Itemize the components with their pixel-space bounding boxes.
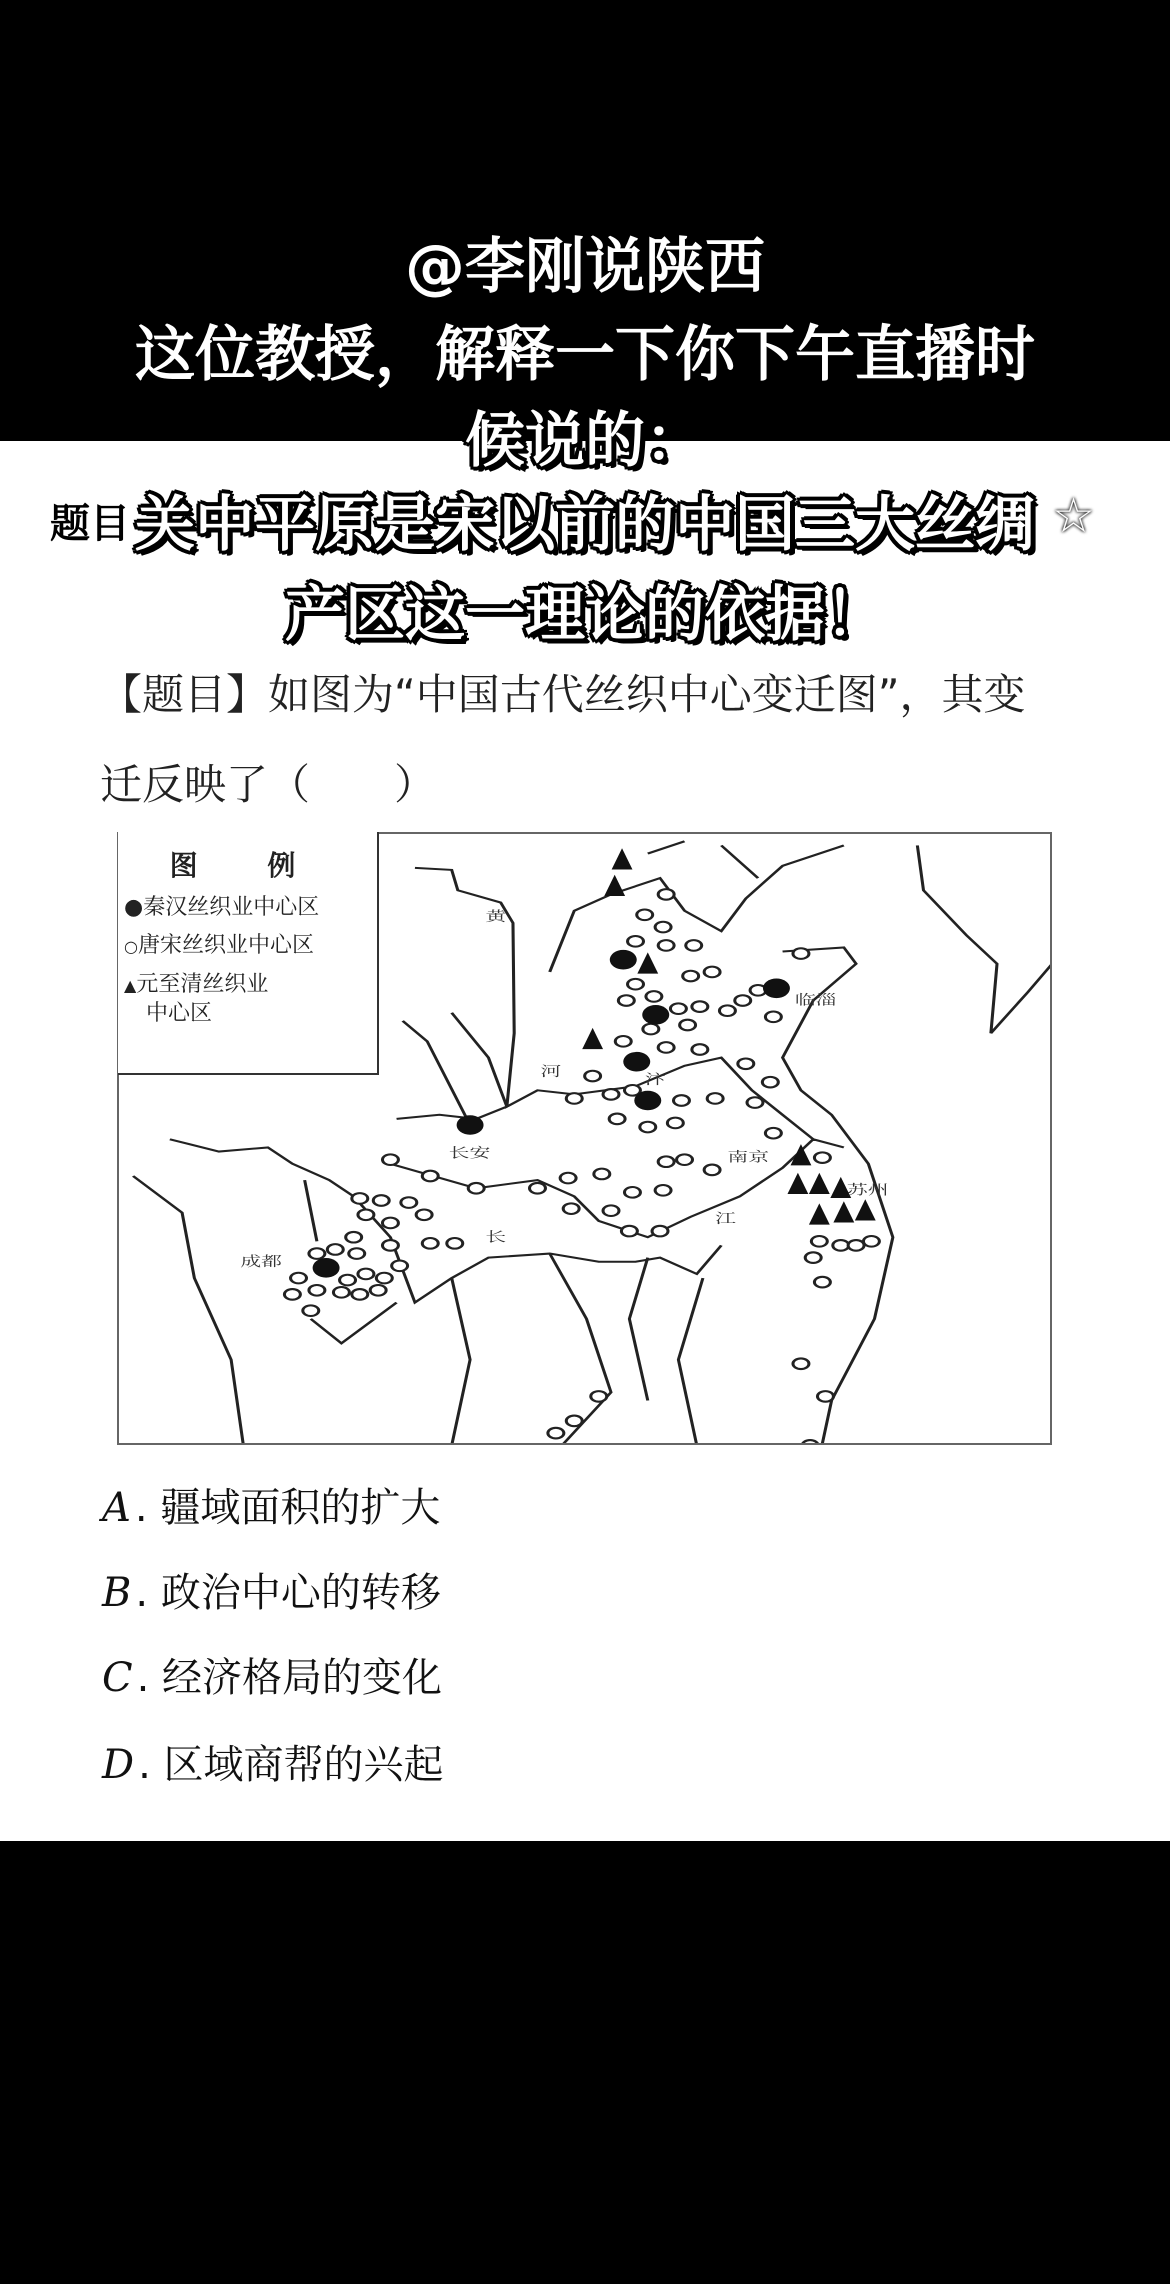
yuan-qing-center-marker [612, 848, 633, 869]
legend-title: 图 例 [169, 849, 326, 882]
tang-song-center-marker [652, 1226, 668, 1237]
star-icon[interactable]: ☆ [1052, 488, 1096, 544]
tang-song-center-marker [618, 995, 634, 1006]
tang-song-center-marker [349, 1248, 365, 1259]
tang-song-center-marker [358, 1209, 374, 1220]
tang-song-center-marker [468, 1183, 484, 1194]
filled-circle-icon: ● [124, 895, 144, 920]
tang-song-center-marker [594, 1169, 610, 1180]
map-label-linzi: 临淄 [794, 992, 837, 1009]
caption-line: @李刚说陕西 [405, 232, 765, 302]
tang-song-center-marker [658, 1156, 674, 1167]
yuan-qing-center-marker [833, 1201, 854, 1222]
caption-line: 关中平原是宋以前的中国三大丝绸 [135, 490, 1035, 560]
caption-line: 这位教授，解释一下你下午直播时 [135, 320, 1035, 390]
tang-song-center-marker [560, 1173, 576, 1184]
tang-song-center-marker [655, 922, 671, 933]
yuan-qing-center-marker [809, 1173, 830, 1194]
option-a[interactable]: A . 疆域面积的扩大 [102, 1485, 441, 1531]
tang-song-center-marker [692, 1001, 708, 1012]
tang-song-center-marker [358, 1269, 374, 1280]
tang-song-center-marker [762, 1077, 778, 1088]
tang-song-center-marker [370, 1285, 386, 1296]
tang-song-center-marker [793, 948, 809, 959]
river-tributary [397, 1013, 507, 1125]
tang-song-center-marker [793, 1358, 809, 1369]
tang-song-center-marker [382, 1154, 398, 1165]
tang-song-center-marker [291, 1273, 307, 1284]
tang-song-center-marker [373, 1195, 389, 1206]
tang-song-center-marker [655, 1185, 671, 1196]
tang-song-center-marker [621, 1226, 637, 1237]
caption-line: 候说的： [465, 406, 705, 476]
tang-song-center-marker [615, 1036, 631, 1047]
map-label-bian: 汴 [644, 1072, 666, 1089]
yuan-qing-center-marker [791, 1144, 812, 1165]
tang-song-center-marker [585, 1071, 601, 1082]
tang-song-center-marker [670, 1003, 686, 1014]
qin-han-center-marker [763, 978, 790, 998]
tang-song-center-marker [738, 1058, 754, 1069]
tang-song-center-marker [640, 1122, 656, 1133]
tang-song-center-marker [643, 1024, 659, 1035]
tang-song-center-marker [674, 1095, 690, 1106]
tang-song-center-marker [352, 1289, 368, 1300]
tang-song-center-marker [591, 1391, 607, 1402]
tang-song-center-marker [416, 1209, 432, 1220]
tang-song-center-marker [603, 1089, 619, 1100]
tang-song-center-marker [447, 1238, 463, 1249]
tang-song-center-marker [340, 1275, 356, 1286]
tang-song-center-marker [802, 1440, 818, 1445]
tang-song-center-marker [817, 1391, 833, 1402]
map-label-he: 河 [540, 1064, 562, 1080]
tang-song-center-marker [352, 1193, 368, 1204]
tang-song-center-marker [530, 1183, 546, 1194]
tang-song-center-marker [692, 1044, 708, 1055]
tang-song-center-marker [704, 1165, 720, 1176]
option-d[interactable]: D . 区域商帮的兴起 [102, 1742, 444, 1788]
tang-song-center-marker [624, 1187, 640, 1198]
qin-han-center-marker [610, 950, 637, 970]
tang-song-center-marker [422, 1171, 438, 1182]
tang-song-center-marker [677, 1154, 693, 1165]
tang-song-center-marker [401, 1197, 417, 1208]
map-label-nanjing: 南京 [727, 1149, 770, 1166]
yuan-qing-center-marker [787, 1173, 808, 1194]
question-text: 迁反映了（ ） [100, 760, 437, 809]
legend-item-tangsong: ○唐宋丝织业中心区 [124, 933, 314, 958]
tang-song-center-marker [667, 1118, 683, 1129]
background-tag: 题目 [50, 501, 130, 547]
option-b[interactable]: B . 政治中心的转移 [102, 1570, 441, 1616]
tang-song-center-marker [686, 940, 702, 951]
qin-han-center-marker [313, 1258, 340, 1278]
tang-song-center-marker [683, 971, 699, 982]
tang-song-center-marker [805, 1252, 821, 1263]
tang-song-center-marker [382, 1218, 398, 1229]
tang-song-center-marker [833, 1240, 849, 1251]
tang-song-center-marker [814, 1152, 830, 1163]
triangle-icon: ▲ [124, 976, 137, 995]
boundary-line [648, 841, 758, 878]
open-circle-icon: ○ [124, 937, 138, 956]
qin-han-center-marker [642, 1005, 669, 1025]
tang-song-center-marker [848, 1240, 864, 1251]
map-label-jiang: 江 [715, 1211, 737, 1227]
tang-song-center-marker [382, 1240, 398, 1251]
tang-song-center-marker [765, 1128, 781, 1139]
yuan-qing-center-marker [604, 875, 625, 896]
tang-song-center-marker [609, 1114, 625, 1125]
tang-song-center-marker [735, 995, 751, 1006]
legend-item-qinhan: ●秦汉丝织业中心区 [124, 895, 320, 920]
tang-song-center-marker [566, 1093, 582, 1104]
qin-han-center-marker [623, 1052, 650, 1072]
tang-song-center-marker [704, 967, 720, 978]
option-c[interactable]: C . 经济格局的变化 [102, 1655, 443, 1701]
tang-song-center-marker [548, 1428, 564, 1439]
tang-song-center-marker [563, 1203, 579, 1214]
tang-song-center-marker [566, 1416, 582, 1427]
map-label-suzhou: 苏州 [846, 1182, 889, 1199]
map-legend [118, 832, 379, 1075]
tang-song-center-marker [628, 936, 644, 947]
tang-song-center-marker [333, 1287, 349, 1298]
boundary-line [170, 1139, 721, 1302]
qin-han-center-marker [457, 1115, 484, 1135]
tang-song-center-marker [309, 1285, 325, 1296]
tang-song-center-marker [422, 1238, 438, 1249]
tang-song-center-marker [303, 1305, 319, 1316]
legend-item-yuanqing: ▲元至清丝织业 中心区 [124, 972, 269, 1026]
tang-song-center-marker [658, 889, 674, 900]
tang-song-center-marker [707, 1093, 723, 1104]
yuan-qing-center-marker [855, 1199, 876, 1220]
tang-song-center-marker [646, 991, 662, 1002]
tang-song-center-marker [680, 1020, 696, 1031]
yuan-qing-center-marker [582, 1028, 603, 1049]
map-label-chang: 长 [485, 1229, 507, 1246]
yuan-qing-center-marker [637, 952, 658, 973]
tang-song-center-marker [327, 1244, 343, 1255]
tang-song-center-marker [747, 1097, 763, 1108]
tang-song-center-marker [284, 1289, 300, 1300]
tang-song-center-marker [863, 1236, 879, 1247]
yuan-qing-center-marker [809, 1203, 830, 1224]
tang-song-center-marker [637, 910, 653, 921]
tang-song-center-marker [309, 1248, 325, 1259]
tang-song-center-marker [765, 1012, 781, 1023]
map-label-changan: 长安 [448, 1145, 491, 1162]
tang-song-center-marker [346, 1232, 362, 1243]
tang-song-center-marker [811, 1236, 827, 1247]
tang-song-center-marker [392, 1260, 408, 1271]
qin-han-center-marker [634, 1091, 661, 1111]
tang-song-center-marker [658, 940, 674, 951]
tang-song-center-marker [658, 1042, 674, 1053]
tang-song-center-marker [603, 1205, 619, 1216]
tang-song-center-marker [814, 1277, 830, 1288]
caption-line: 产区这一理论的依据！ [285, 580, 885, 650]
map-label-chengdu: 成都 [240, 1254, 282, 1270]
tang-song-center-marker [376, 1273, 392, 1284]
question-text: 【题目】如图为“中国古代丝织中心变迁图”，其变 [100, 670, 1026, 719]
tang-song-center-marker [719, 1005, 735, 1016]
map-label-huang: 黄 [485, 909, 507, 925]
tang-song-center-marker [628, 979, 644, 990]
